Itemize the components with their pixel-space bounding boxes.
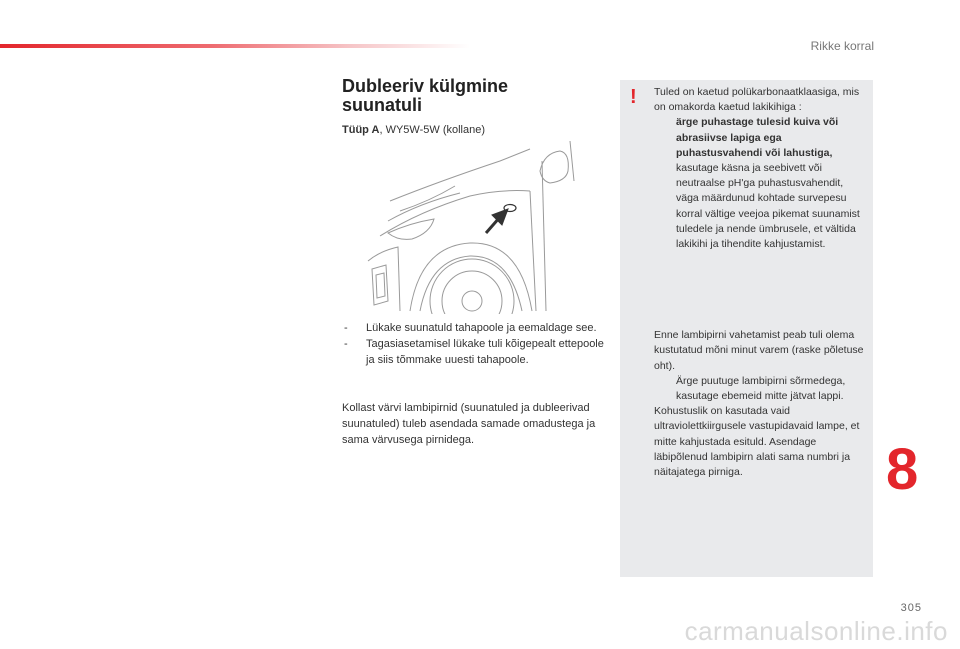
notice-bullet-item: [654, 161, 870, 191]
step-text: Lükake suunatuld tahapoole ja eemaldage see.: [366, 322, 597, 334]
instruction-step: [342, 336, 607, 368]
notice-bullet-text: kasutage käsna ja seebivett või neutraalse pH'ga puhastusvahendit,: [676, 162, 844, 190]
bulb-color-note: Kollast värvi lambipirnid (suunatuled ja dubleerivad suunatuled) tuleb asendada samade omadustega ja sama värvusega pirnidega.: [342, 402, 596, 447]
notice-bullet-text: väga määrdunud kohtade survepesu korral vältige veejoa pikemat suunamist tuledele ja nende ümbrusele, et vältida lakikihi ja tihendite kahjustamist.: [676, 192, 860, 251]
warning-exclamation-icon: !: [630, 86, 637, 108]
notice-bullet-item: [654, 374, 870, 404]
page-number: 305: [900, 602, 922, 614]
page-title-line2: suunatuli: [342, 95, 422, 115]
side-indicator-illustration: [360, 141, 600, 314]
step-dash: -: [344, 322, 348, 334]
notice-content: [654, 85, 870, 480]
notice-bullets: [654, 115, 870, 252]
notice-bullet-item: [654, 115, 870, 161]
watermark: carmanualsonline.info: [684, 616, 948, 646]
step-dash: -: [344, 338, 348, 350]
page-title-line1: Dubleeriv külgmine: [342, 76, 509, 96]
notice-bullet-item: [654, 191, 870, 252]
notice-bullet-text: Ärge puutuge lambipirni sõrmedega, kasutage ebemeid mitte jätvat lappi.: [676, 374, 846, 403]
chapter-number: 8: [886, 437, 919, 502]
bulb-type: [342, 124, 485, 136]
instruction-steps: [342, 320, 607, 368]
notice-bullet-text: ärge puhastage tulesid kuiva või abrasiivse lapiga ega puhastusvahendi või lahustiga,: [676, 116, 839, 159]
header-accent-bar: [0, 44, 470, 48]
instruction-step: [342, 320, 607, 336]
page-title: [342, 77, 602, 115]
bulb-type-label: Tüüp A: [342, 124, 380, 136]
notice-closing: Kohustuslik on kasutada vaid ultraviolettkiirgusele vastupidavaid lampe, et mitte kahjustada esituld. Asendage läbipõlenud lambipirn alati sama numbri ja näitajatega pirniga.: [654, 405, 860, 479]
notice-second-intro: Enne lambipirni vahetamist peab tuli olema kustutatud mõni minut varem (raske põletuse oht).: [654, 329, 864, 372]
bulb-type-value: , WY5W-5W (kollane): [379, 124, 486, 136]
car-fender-drawing: [360, 141, 600, 314]
step-text: Tagasiasetamisel lükake tuli kõigepealt ettepoole ja siis tõmmake uuesti tahapoole.: [366, 338, 604, 366]
notice-second-bullets: [654, 374, 870, 404]
notice-intro: Tuled on kaetud polükarbonaatklaasiga, mis on omakorda kaetud lakikihiga :: [654, 86, 860, 114]
section-title: Rikke korral: [810, 39, 874, 53]
